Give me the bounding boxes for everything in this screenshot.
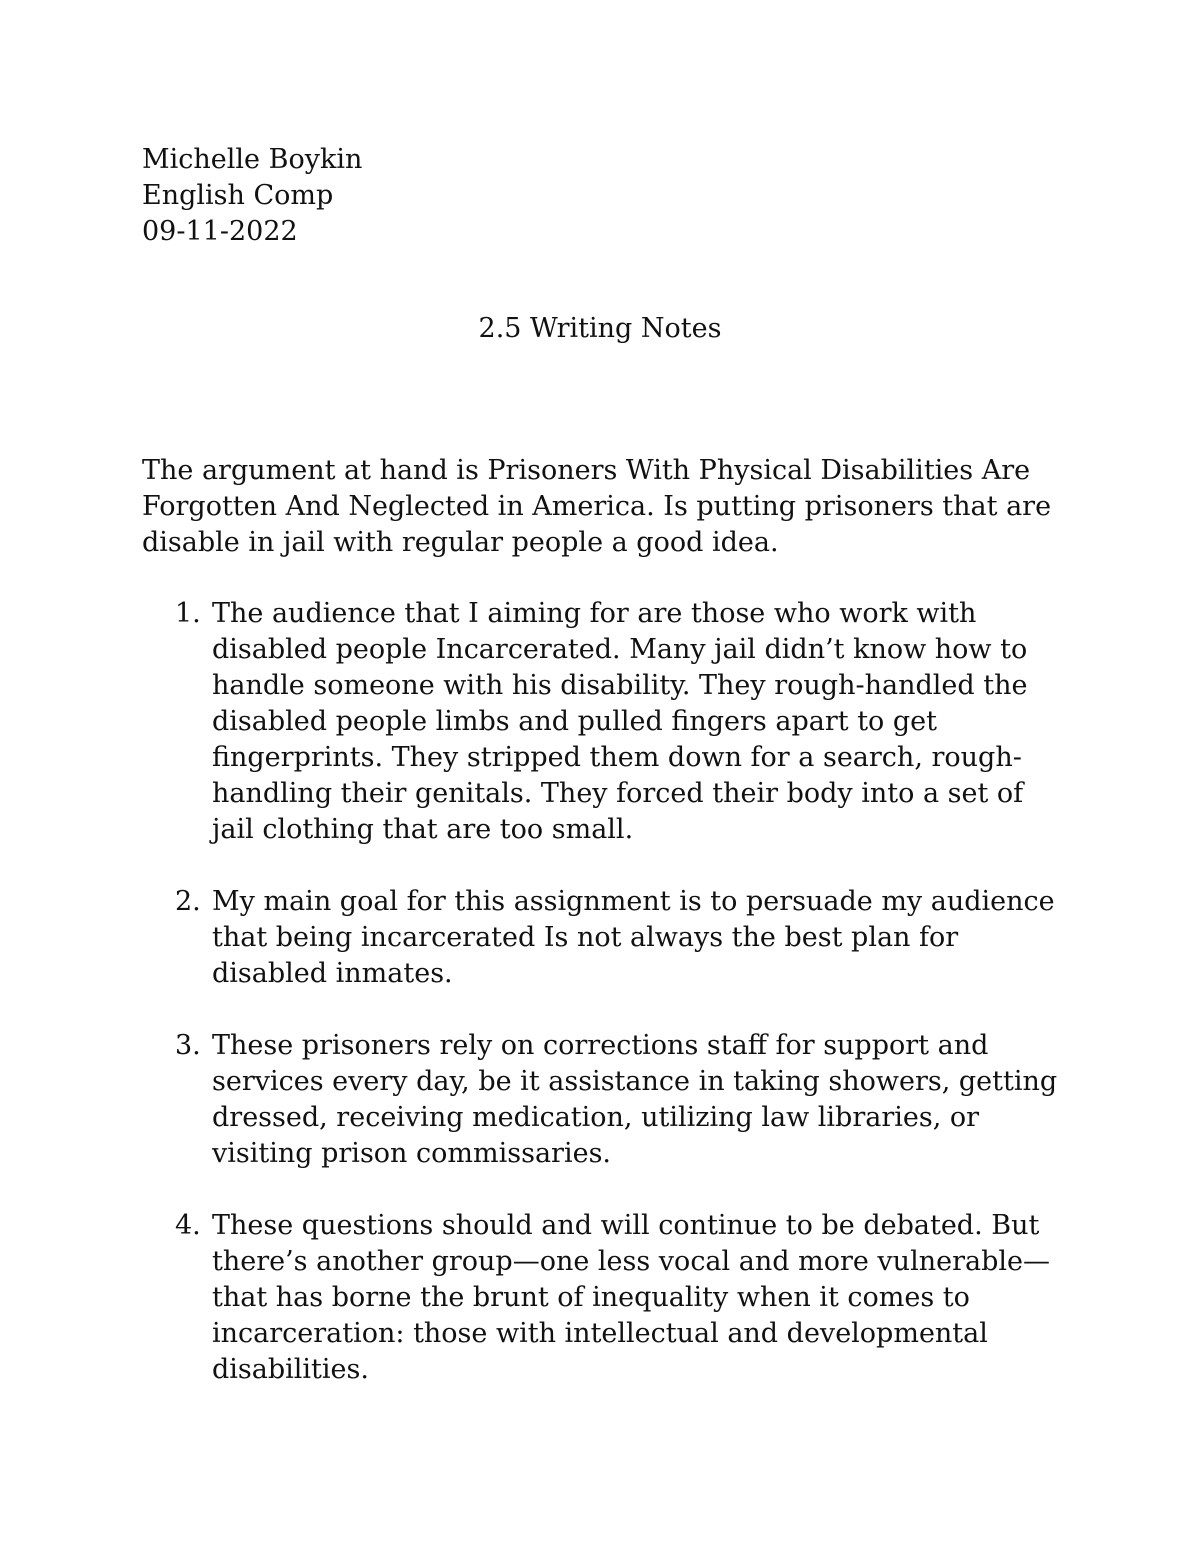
- list-item-number: 3.: [175, 1030, 201, 1061]
- list-item-text: These questions should and will continue to be debated. But there’s another group—one less vocal and more vulnerable—that has borne the brunt of inequality when it comes to incarceration: those with intellectual and developmental disabilities.: [212, 1210, 1050, 1385]
- list-item: [142, 1208, 1062, 1388]
- intro-paragraph: The argument at hand is Prisoners With Physical Disabilities Are Forgotten And Neglected in America. Is putting prisoners that are disable in jail with regular people a good idea.: [142, 455, 1052, 558]
- header-block: [142, 142, 362, 250]
- list-item-number: 4.: [175, 1210, 201, 1241]
- list-item: [142, 596, 1062, 848]
- list-item: [142, 884, 1062, 992]
- list-item: [142, 1028, 1062, 1172]
- list-item-text: My main goal for this assignment is to persuade my audience that being incarcerated Is not always the best plan for disabled inmates.: [212, 886, 1055, 989]
- list-item-number: 2.: [175, 886, 201, 917]
- list-item-number: 1.: [175, 598, 201, 629]
- course-name: English Comp: [142, 180, 334, 211]
- document-title: 2.5 Writing Notes: [478, 313, 722, 344]
- notes-list: [142, 596, 1062, 1424]
- author-name: Michelle Boykin: [142, 144, 363, 175]
- list-item-text: These prisoners rely on corrections staff for support and services every day, be it assistance in taking showers, getting dressed, receiving medication, utilizing law libraries, or visiting prison commissaries.: [212, 1030, 1058, 1169]
- document-date: 09-11-2022: [142, 216, 298, 247]
- list-item-text: The audience that I aiming for are those who work with disabled people Incarcerated. Many jail didn’t know how to handle someone with his disability. They rough-handled the disabled people limbs and pulled fingers apart to get fingerprints. They stripped them down for a search, rough-handling their genitals. They forced their body into a set of jail clothing that are too small.: [212, 598, 1028, 845]
